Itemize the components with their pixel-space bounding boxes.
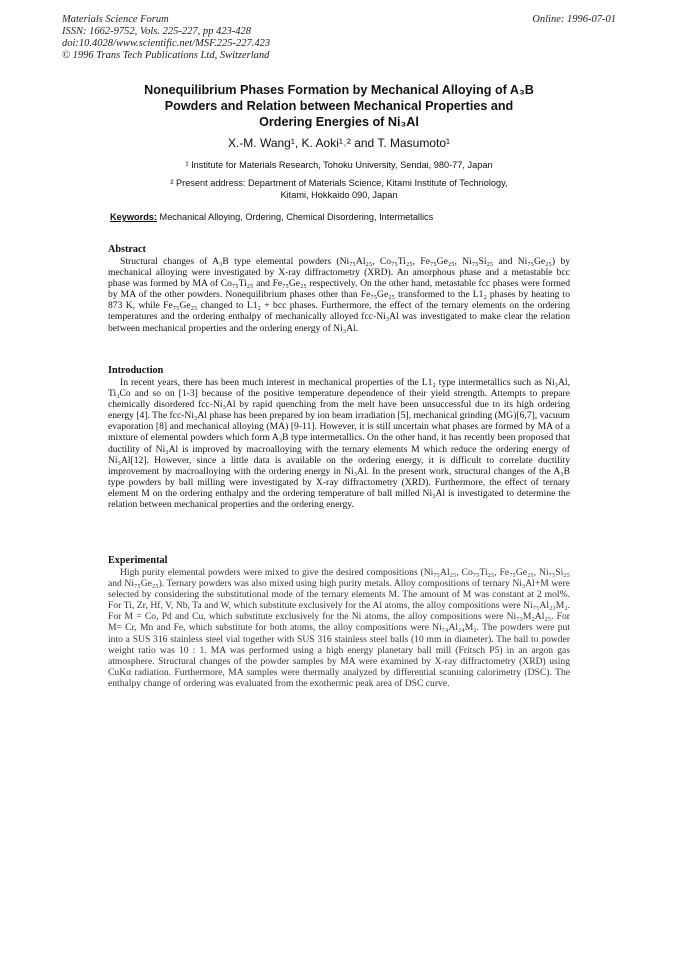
- experimental-heading: Experimental: [108, 555, 168, 566]
- abstract-heading: Abstract: [108, 244, 146, 255]
- affiliation-2: [100, 178, 578, 201]
- abstract-body: [108, 256, 570, 334]
- journal-doi[interactable]: doi:10.4028/www.scientific.net/MSF.225-227.423: [62, 38, 271, 49]
- author-list: X.-M. Wang¹, K. Aoki¹˒² and T. Masumoto¹: [227, 136, 451, 150]
- keywords-text: Mechanical Alloying, Ordering, Chemical Disordering, Intermetallics: [159, 212, 434, 222]
- introduction-paragraph: In recent years, there has been much interest in mechanical properties of the L1₂ type intermetallics such as Ni₃Al, Ti₃Co and so on [1-3] because of the positive temperature dependence of their yield strength. Attempts to prepare chemically disordered fcc-Ni₃Al by rapid quenching from the melt have been unsuccessful due to its high ordering energy [4]. The fcc-Ni₃Al phase has been prepared by ion beam irradiation [5], mechanical grinding (MG)[6,7], vacuum evaporation [8] and mechanical alloying (MA) [9-11]. However, it is still uncertain what phases are formed by MA of a mixture of elemental powders which form A₃B type intermetallics. On the other hand, it has recently been proposed that ductility of Ni₃Al is improved by macroalloying with the ternary elements M which reduce the ordering energy of Ni₃Al[12]. However, since a little data is available on the ordering energy, it is difficult to correlate ductility improvement by macroalloying with the ordering energy in Ni₃Al. In the present work, structural changes of the A₃B type powders by ball milling were investigated by X-ray diffractometry (XRD). Furthermore, the effect of ternary element M on the ordering enthalpy and the ordering temperature of ball milled Ni₃Al is investigated to determine the relation between mechanical properties and the ordering energy.: [108, 377, 570, 511]
- abstract-paragraph: Structural changes of A₃B type elemental powders (Ni₇₅Al₂₅, Co₇₅Ti₂₅, Fe₇₅Ge₂₅, Ni₇₅Si₂₅ and Ni₇₅Ge₂₅) by mechanical alloying were investigated by X-ray diffractometry (XRD). An amorphous phase and a metastable bcc phase was formed by MA of Co₇₅Ti₂₅ and Fe₇₅Ge₂₅ respectively. On the other hand, metastable fcc phases were formed by MA of the other powders. Nonequilibrium phases other than Fe₇₅Ge₂₅ transformed to the L1₂ phases by heating to 873 K, while Fe₇₅Ge₂₅ changed to L1₂ + bcc phases. Furthermore, the effect of the ternary elements on the ordering temperatures and the ordering enthalpy of mechanically alloyed fcc-Ni₃Al was investigated to make clear the relation between mechanical properties and the ordering energy of Ni₃Al.: [108, 256, 570, 334]
- keywords-label: Keywords:: [110, 212, 157, 222]
- title-line-1: Nonequilibrium Phases Formation by Mechanical Alloying of A₃B: [144, 83, 534, 97]
- journal-header: [62, 14, 422, 62]
- introduction-body: [108, 377, 570, 510]
- affiliation-2-line-1: ² Present address: Department of Materials Science, Kitami Institute of Technology,: [170, 178, 508, 188]
- online-date: Online: 1996-07-01: [532, 14, 616, 25]
- keywords: [110, 212, 580, 223]
- journal-name: Materials Science Forum: [62, 14, 169, 25]
- experimental-body: [108, 567, 570, 689]
- title-line-3: Ordering Energies of Ni₃Al: [259, 115, 419, 129]
- paper-title: [100, 82, 578, 130]
- affiliation-2-line-2: Kitami, Hokkaido 090, Japan: [280, 189, 398, 200]
- experimental-paragraph: High purity elemental powders were mixed to give the desired compositions (Ni₇₅Al₂₅, Co₇₅Ti₂₅, Fe₇₅Ge₂₅, Ni₇₅Si₂₅ and Ni₇₅Ge₂₅). Ternary powders was also mixed using high purity metals. Alloy compositions of ternary Ni₃Al+M were selected by considering the substitutional mode of the ternary elements M. The amount of M was constant at 2 mol%. For Ti, Zr, Hf, V, Nb, Ta and W, which substitute exclusively for the Al atoms, the alloy compositions were Ni₇₅Al₂₃M₂. For M = Co, Pd and Cu, which substitute exclusively for the Ni atoms, the alloy compositions were Ni₇₃M₂Al₂₅. For M= Cr, Mn and Fe, which substitute for both atoms, the alloy compositions were Ni₇₄Al₂₄M₂. The powders were put into a SUS 316 stainless steel vial together with SUS 316 stainless steel balls (10 mm in diameter). The ball to powder weight ratio was 10 : 1. MA was performed using a high energy planetary ball mill (Fritsch P5) in an argon gas atmosphere. Structural changes of the powder samples by MA were examined by X-ray diffractometry (XRD) using CuKα radiation. Furthermore, MA samples were thermally analyzed by differential scanning calorimetry (DSC). The enthalpy change of ordering was evaluated from the exothermic peak area of DSC curve.: [108, 567, 570, 689]
- journal-copyright: © 1996 Trans Tech Publications Ltd, Switzerland: [62, 50, 270, 61]
- affiliation-1: ¹ Institute for Materials Research, Tohoku University, Sendai, 980-77, Japan: [185, 160, 493, 170]
- journal-issn: ISSN: 1662-9752, Vols. 225-227, pp 423-428: [62, 26, 251, 37]
- introduction-heading: Introduction: [108, 365, 164, 376]
- title-line-2: Powders and Relation between Mechanical Properties and: [164, 99, 514, 113]
